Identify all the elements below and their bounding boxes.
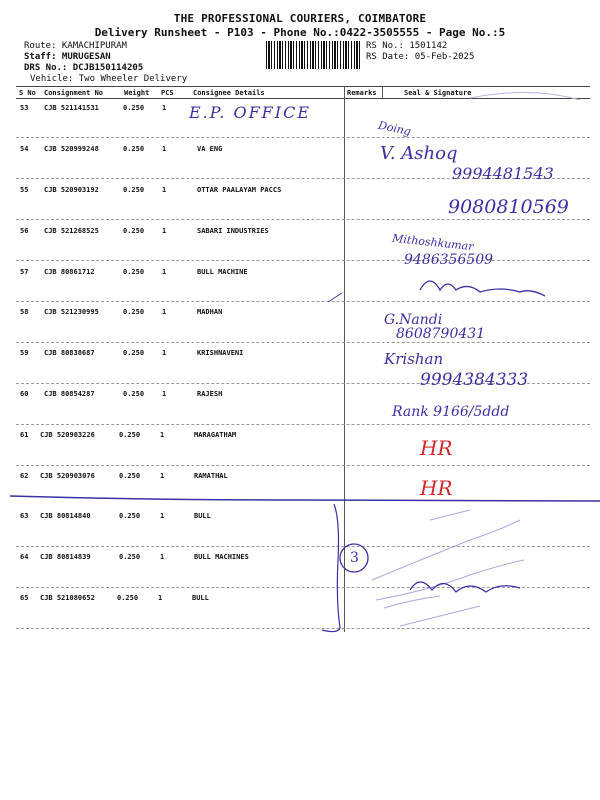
runsheet-subtitle: Delivery Runsheet - P103 - Phone No.:0422-3505555 - Page No.:5 xyxy=(94,26,506,39)
handwriting-row59-phone: 9994384333 xyxy=(420,370,529,390)
col-header-consignment: Consignment No xyxy=(44,89,104,97)
handwriting-row56-phone: 9486356509 xyxy=(404,252,494,268)
row-weight: 0.250 xyxy=(123,186,145,194)
row-weight: 0.250 xyxy=(119,553,141,561)
row-sno: 54 xyxy=(20,145,29,153)
row-pcs: 1 xyxy=(162,145,167,153)
row-consignee: OTTAR PAALAYAM PACCS xyxy=(197,186,282,194)
company-title: THE PROFESSIONAL COURIERS, COIMBATORE xyxy=(173,12,427,25)
row-consignee: RAMATHAL xyxy=(194,472,228,480)
row-pcs: 1 xyxy=(162,349,167,357)
row-consignment: CJB 80814840 xyxy=(40,512,91,520)
row-consignment: CJB 520903226 xyxy=(40,431,95,439)
row-consignment: CJB 521080652 xyxy=(40,594,95,602)
row-pcs: 1 xyxy=(162,227,167,235)
ink-stamp xyxy=(372,510,524,626)
row-consignee: MADHAN xyxy=(197,308,223,316)
ink-tick xyxy=(328,293,342,302)
row-consignee-handwritten: E.P. OFFICE xyxy=(189,103,312,122)
handwriting-row58-name: G.Nandi xyxy=(384,312,443,328)
route-label: Route: KAMACHIPURAM xyxy=(24,41,127,51)
row-sno: 60 xyxy=(20,390,29,398)
row-sno: 55 xyxy=(20,186,29,194)
staff-label: Staff: MURUGESAN xyxy=(24,52,111,62)
row-consignment: CJB 520903076 xyxy=(40,472,95,480)
handwriting-row61-initials: HR xyxy=(420,436,453,460)
row-pcs: 1 xyxy=(162,186,167,194)
row-weight: 0.250 xyxy=(123,145,145,153)
col-header-consignee: Consignee Details xyxy=(193,89,265,97)
row-sno: 65 xyxy=(20,594,29,602)
row-consignment: CJB 80854287 xyxy=(44,390,95,398)
handwriting-row60-signature: Rank 9166/5ddd xyxy=(392,404,510,420)
ink-signature-row64 xyxy=(410,582,520,592)
row-sno: 57 xyxy=(20,268,29,276)
row-consignment: CJB 80814839 xyxy=(40,553,91,561)
col-header-seal-signature: Seal & Signature xyxy=(404,89,472,97)
handwriting-row55-phone: 9080810569 xyxy=(448,196,569,218)
row-pcs: 1 xyxy=(162,268,167,276)
handwriting-row58-phone: 8608790431 xyxy=(396,326,486,342)
handwriting-row54-note: Doing xyxy=(377,118,413,139)
ink-bracket-line xyxy=(322,504,340,632)
col-header-weight: Weight xyxy=(124,89,150,97)
handwriting-row54-name: V. Ashoq xyxy=(380,143,458,164)
row-consignee: BULL MACHINES xyxy=(194,553,249,561)
row-pcs: 1 xyxy=(158,594,163,602)
row-consignee: BULL xyxy=(194,512,211,520)
handwriting-row56-name: Mithoshkumar xyxy=(391,231,475,254)
row-consignment: CJB 520903192 xyxy=(44,186,99,194)
row-pcs: 1 xyxy=(160,553,165,561)
row-pcs: 1 xyxy=(160,512,165,520)
handwriting-row62-initials: HR xyxy=(420,476,453,500)
row-consignee: RAJESH xyxy=(197,390,223,398)
row-consignee: BULL MACHINE xyxy=(197,268,248,276)
row-weight: 0.250 xyxy=(123,227,145,235)
row-weight: 0.250 xyxy=(119,431,141,439)
row-sno: 53 xyxy=(20,104,29,112)
row-consignment: CJB 521230995 xyxy=(44,308,99,316)
row-sno: 62 xyxy=(20,472,29,480)
row-consignment: CJB 521141531 xyxy=(44,104,99,112)
row-weight: 0.250 xyxy=(123,390,145,398)
col-header-pcs: PCS xyxy=(161,89,174,97)
ink-signature-row57 xyxy=(420,281,545,296)
row-consignee: BULL xyxy=(192,594,209,602)
row-consignment: CJB 80861712 xyxy=(44,268,95,276)
drs-number: DRS No.: DCJB150114205 xyxy=(24,63,144,73)
row-weight: 0.250 xyxy=(123,104,145,112)
row-sno: 61 xyxy=(20,431,29,439)
row-pcs: 1 xyxy=(160,472,165,480)
rs-date: RS Date: 05-Feb-2025 xyxy=(366,52,475,62)
row-consignment: CJB 520999248 xyxy=(44,145,99,153)
row-pcs: 1 xyxy=(162,308,167,316)
row-weight: 0.250 xyxy=(123,349,145,357)
row-sno: 59 xyxy=(20,349,29,357)
row-weight: 0.250 xyxy=(117,594,139,602)
col-header-sno: S No xyxy=(19,89,36,97)
row-pcs: 1 xyxy=(162,104,167,112)
vehicle-label: Vehicle: Two Wheeler Delivery xyxy=(30,74,188,84)
row-sno: 58 xyxy=(20,308,29,316)
row-weight: 0.250 xyxy=(119,512,141,520)
ink-stamp-arc xyxy=(470,92,580,100)
row-pcs: 1 xyxy=(160,431,165,439)
row-consignment: CJB 80838687 xyxy=(44,349,95,357)
row-weight: 0.250 xyxy=(119,472,141,480)
row-sno: 63 xyxy=(20,512,29,520)
row-sno: 56 xyxy=(20,227,29,235)
rs-number: RS No.: 1501142 xyxy=(366,41,448,51)
row-consignee: VA ENG xyxy=(197,145,223,153)
row-sno: 64 xyxy=(20,553,29,561)
row-consignment: CJB 521268525 xyxy=(44,227,99,235)
handwriting-row54-phone: 9994481543 xyxy=(452,164,554,183)
handwriting-count: 3 xyxy=(350,550,359,566)
col-header-remarks: Remarks xyxy=(347,89,377,97)
ink-separator-line xyxy=(10,496,600,501)
row-consignee: KRISHNAVENI xyxy=(197,349,244,357)
row-weight: 0.250 xyxy=(123,268,145,276)
handwriting-row59-name: Krishan xyxy=(384,350,444,368)
row-pcs: 1 xyxy=(162,390,167,398)
row-weight: 0.250 xyxy=(123,308,145,316)
row-consignee: SABARI INDUSTRIES xyxy=(197,227,269,235)
row-consignee: MARAGATHAM xyxy=(194,431,237,439)
